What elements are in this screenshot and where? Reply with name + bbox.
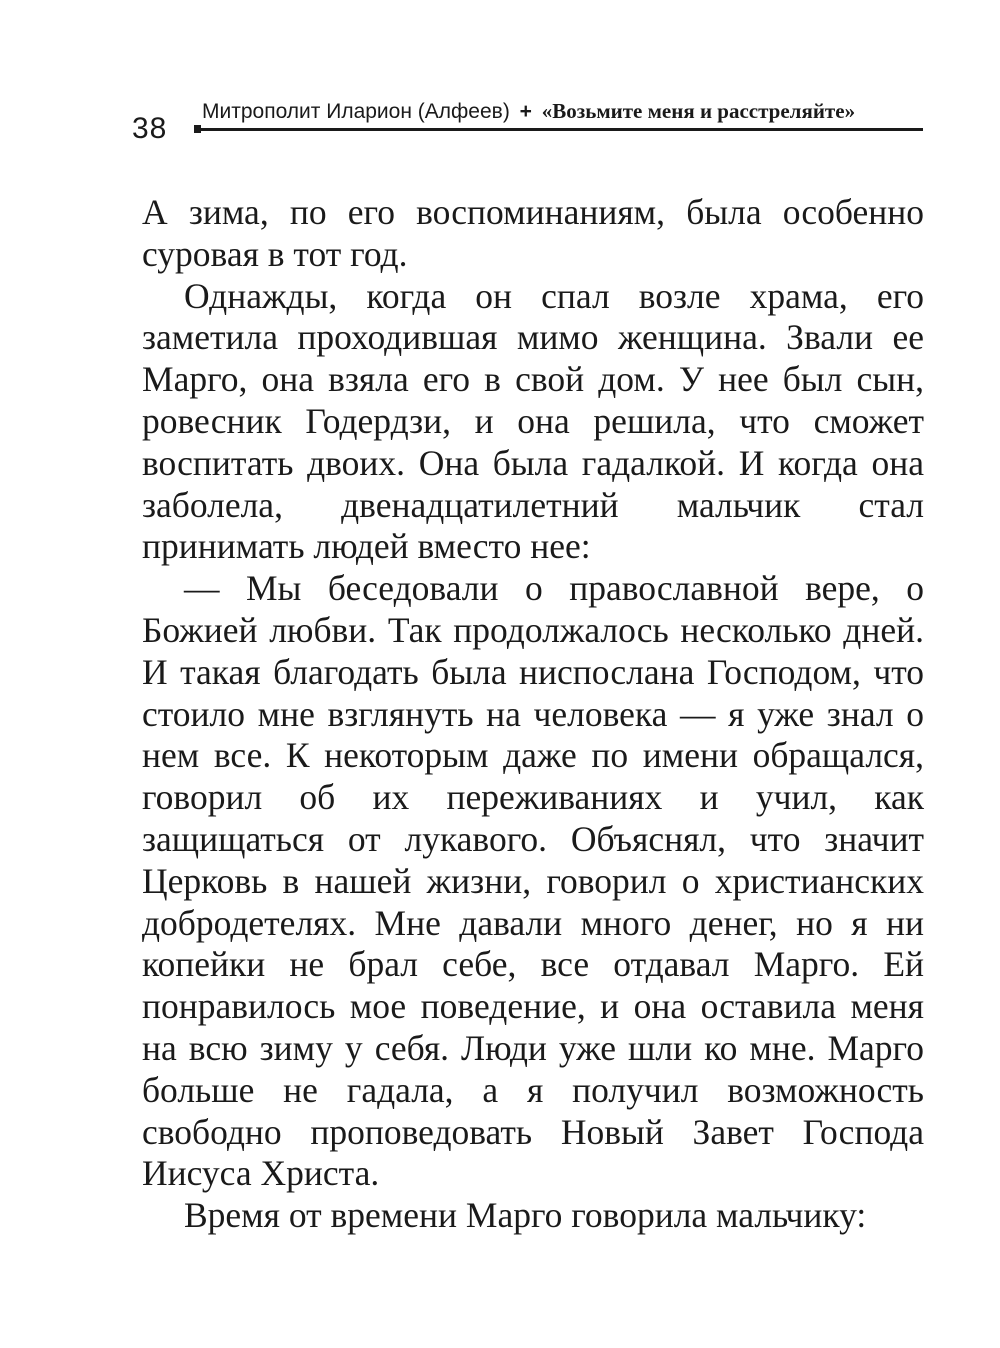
paragraph-1: А зима, по его воспоминаниям, была особенно суровая в тот год.	[142, 192, 924, 274]
paragraph-3: — Мы беседовали о православной вере, о Божией любви. Так продолжалось несколько дней. И такая благодать была ниспослана Господом, что стоило мне взглянуть на человека — я уже знал о нем все. К некоторым даже по имени обращался, говорил об их переживаниях и учил, как защищаться от лукавого. Объяснял, что значит Церковь в нашей жизни, говорил о христианских добродетелях. Мне давали много денег, но я ни копейки не брал себе, все отдавал Марго. Ей понравилось мое поведение, и она оставила меня на всю зиму у себя. Люди уже шли ко мне. Марго больше не гадала, а я получил возможность свободно проповедовать Новый Завет Господа Иисуса Христа.	[142, 568, 924, 1194]
running-head-author: Митрополит Иларион (Алфеев)	[202, 100, 510, 123]
body-text	[142, 192, 924, 1237]
running-head	[202, 98, 924, 125]
header-rule	[196, 128, 923, 131]
running-head-separator: +	[519, 100, 532, 123]
paragraph-4: Время от времени Марго говорила мальчику:	[184, 1195, 867, 1236]
running-head-book-title: «Возьмите меня и расстреляйте»	[541, 99, 856, 123]
page-number: 38	[132, 112, 168, 145]
paragraph-2: Однажды, когда он спал возле храма, его заметила проходившая мимо женщина. Звали ее Марго, она взяла его в свой дом. У нее был сын, ровесник Годердзи, и она решила, что сможет воспитать двоих. Она была гадалкой. И когда она заболела, двенадцатилетний мальчик стал принимать людей вместо нее:	[142, 275, 924, 567]
